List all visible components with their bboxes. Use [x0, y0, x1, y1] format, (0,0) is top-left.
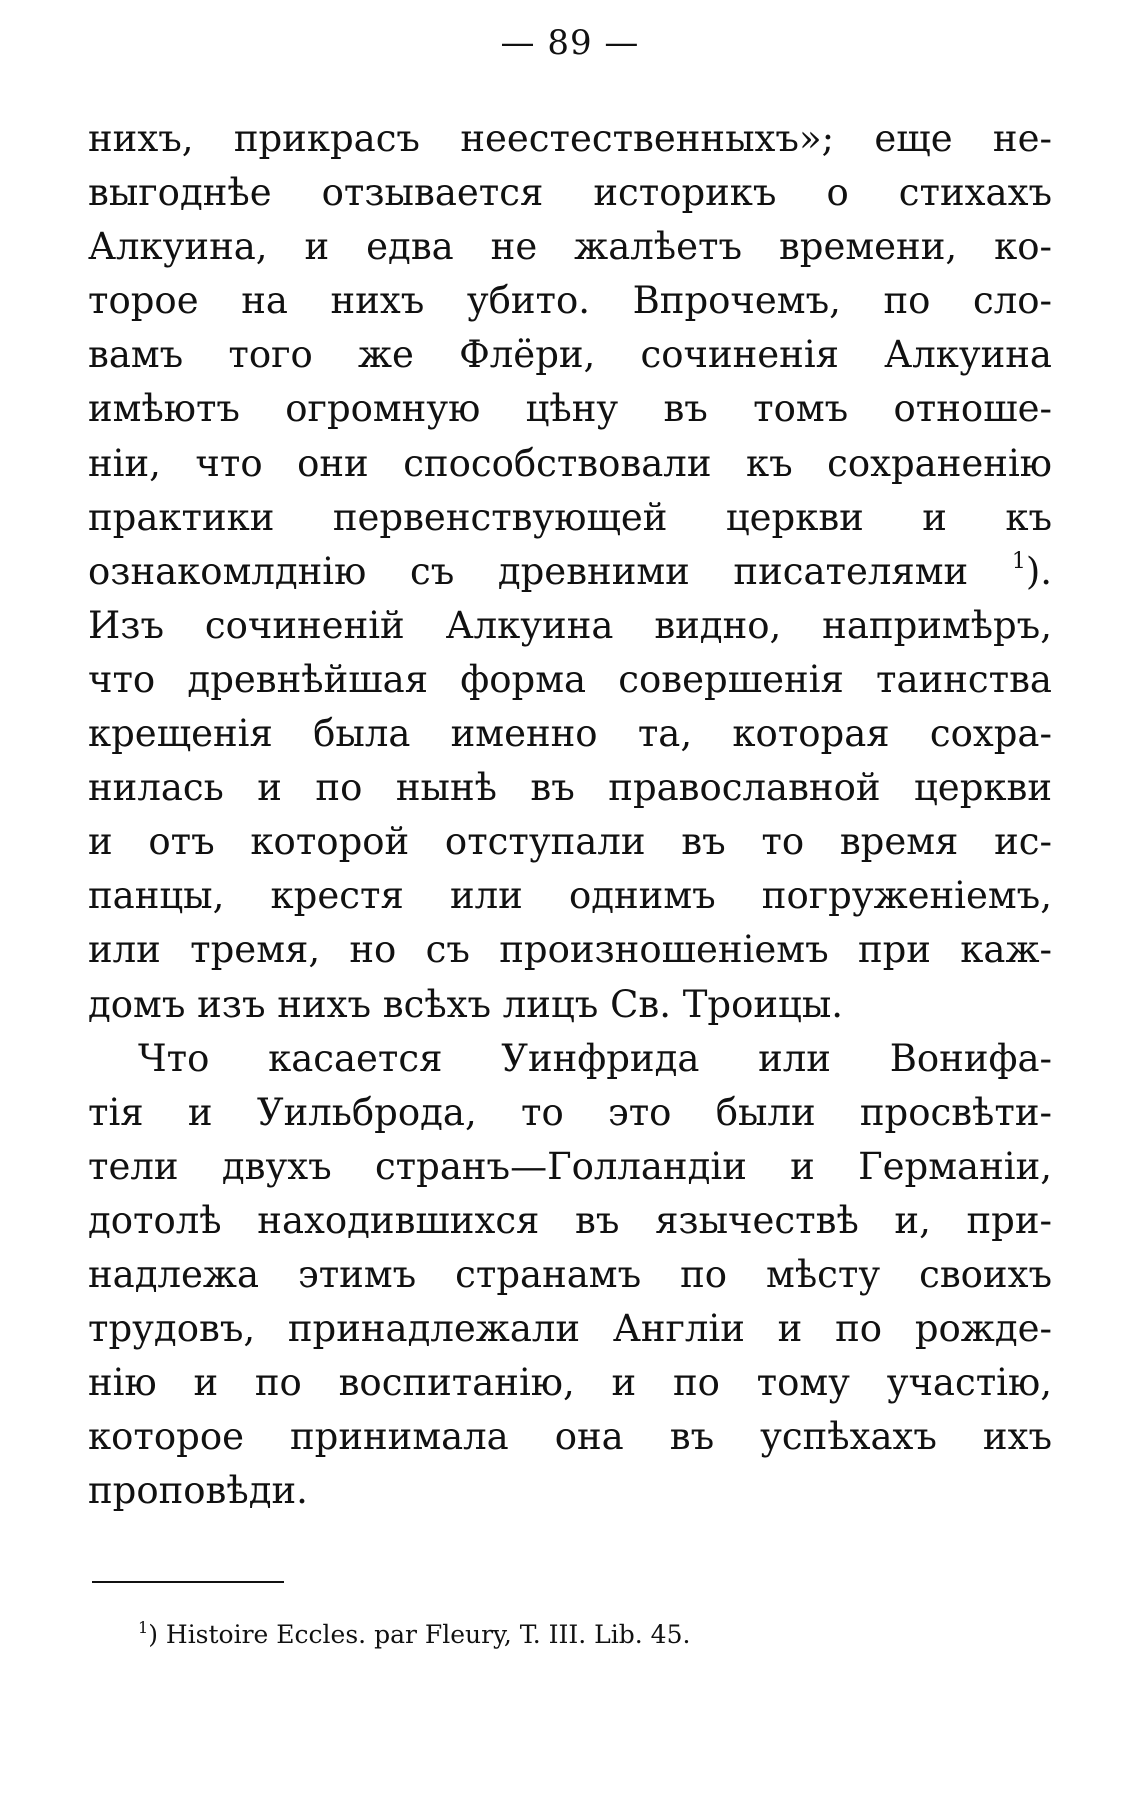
text-line: и отъ которой отступали въ то время ис-: [88, 820, 1052, 864]
footnote-reference: 1: [1011, 548, 1026, 574]
text-line: тели двухъ странъ—Голландіи и Германіи,: [88, 1144, 1052, 1188]
text-line: что древнѣйшая форма совершенія таинства: [88, 657, 1052, 701]
text-line: или тремя, но съ произношеніемъ при каж-: [88, 928, 1052, 972]
text-line: практики первенствующей церкви и къ: [88, 495, 1052, 539]
text-line: [88, 545, 1052, 599]
text-line: проповѣди.: [88, 1469, 308, 1513]
text-line: Алкуина, и едва не жалѣетъ времени, ко-: [88, 225, 1052, 269]
text-line: дотолѣ находившихся въ язычествѣ и, при-: [88, 1198, 1052, 1242]
paragraph-1: [88, 112, 1052, 1032]
footnote-text: ) Histoire Eccles. par Fleury, T. III. Lib. 45.: [148, 1620, 691, 1649]
text-line: панцы, крестя или однимъ погруженіемъ,: [88, 874, 1052, 918]
text-line: выгоднѣе отзывается историкъ о стихахъ: [88, 171, 1052, 215]
text-line: надлежа этимъ странамъ по мѣсту своихъ: [88, 1252, 1052, 1296]
text-line: нилась и по нынѣ въ православной церкви: [88, 766, 1052, 810]
text-segment: ).: [1025, 549, 1053, 593]
body-text: [88, 112, 1052, 1518]
text-line: торое на нихъ убито. Впрочемъ, по сло-: [88, 279, 1052, 323]
text-line: вамъ того же Флёри, сочиненія Алкуина: [88, 333, 1052, 377]
text-line: нихъ, прикрасъ неестественныхъ»; еще не-: [88, 117, 1052, 160]
footnote-mark: 1: [138, 1618, 149, 1637]
text-line: Что касается Уинфрида или Вонифа-: [138, 1036, 1052, 1080]
footnote-divider: [92, 1581, 284, 1583]
text-line: домъ изъ нихъ всѣхъ лицъ Св. Троицы.: [88, 982, 844, 1026]
text-line: тія и Уильброда, то это были просвѣти-: [88, 1090, 1052, 1134]
page-number: — 89 —: [500, 23, 640, 63]
text-line: которое принимала она въ успѣхахъ ихъ: [88, 1415, 1052, 1459]
text-line: трудовъ, принадлежали Англіи и по рожде-: [88, 1307, 1052, 1351]
text-line: Изъ сочиненій Алкуина видно, напримѣръ,: [88, 603, 1052, 647]
text-line: нію и по воспитанію, и по тому участію,: [88, 1361, 1052, 1405]
paragraph-2: [88, 1032, 1052, 1519]
text-line: ніи, что они способствовали къ сохраненію: [88, 441, 1052, 485]
text-segment: ознакомлднію съ древними писателями: [88, 549, 969, 593]
text-line: имѣютъ огромную цѣну въ томъ отноше-: [88, 387, 1052, 431]
text-line: крещенія была именно та, которая сохра-: [88, 712, 1052, 756]
footnote: [138, 1617, 1038, 1653]
